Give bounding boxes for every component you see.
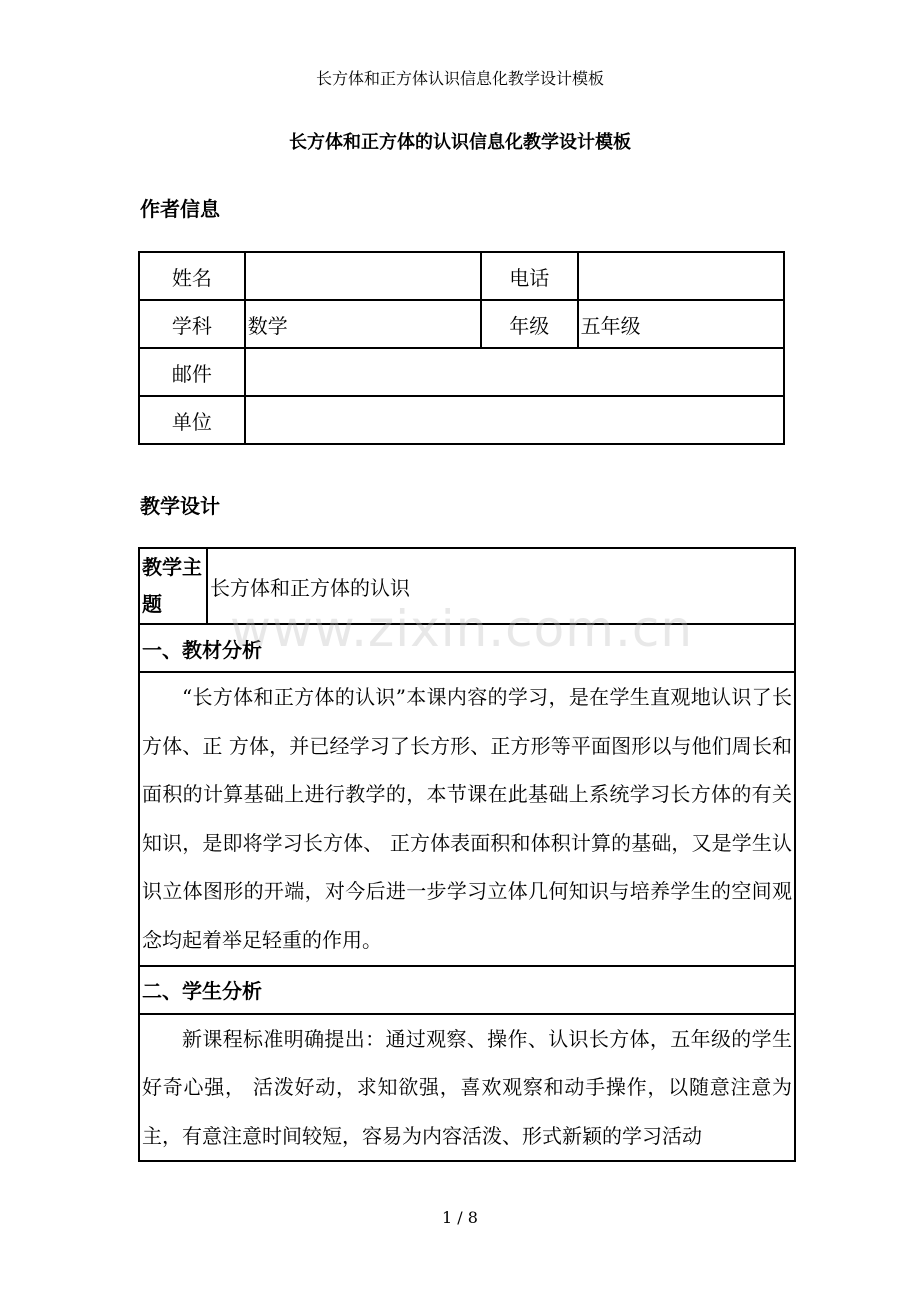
page-number: 1 / 8 (442, 1208, 478, 1227)
name-label: 姓名 (139, 252, 245, 300)
textbook-analysis-heading: 一、教材分析 (139, 624, 795, 672)
table-row (139, 348, 784, 396)
table-row (139, 396, 784, 444)
table-row (139, 300, 784, 348)
grade-label: 年级 (481, 300, 578, 348)
student-analysis-heading: 二、学生分析 (139, 966, 795, 1014)
table-row (139, 252, 784, 300)
design-section-heading: 教学设计 (140, 494, 220, 518)
email-value (245, 348, 784, 396)
table-row (139, 672, 795, 966)
topic-value: 长方体和正方体的认识 (207, 548, 795, 624)
running-header: 长方体和正方体认识信息化教学设计模板 (315, 69, 604, 88)
phone-label: 电话 (481, 252, 578, 300)
table-row (139, 548, 795, 624)
document-title: 长方体和正方体的认识信息化教学设计模板 (289, 132, 631, 153)
watermark: www.zixin.com.cn (230, 600, 694, 658)
teaching-design-table (138, 547, 796, 1162)
unit-label: 单位 (139, 396, 245, 444)
textbook-analysis-body: “长方体和正方体的认识”本课内容的学习，是在学生直观地认识了长方体、正 方体，并已经学习了长方形、正方形等平面图形以与他们周长和面积的计算基础上进行教学的，本节课在此基础上系统学习长方体的有关知识，是即将学习长方体、 正方体表面积和体积计算的基础，又是学生认识立体图形的开端，对今后进一步学习立体几何知识与培养学生的空间观念均起着举足轻重的作用。 (139, 672, 795, 966)
student-analysis-body: 新课程标准明确提出：通过观察、操作、认识长方体，五年级的学生好奇心强， 活泼好动，求知欲强，喜欢观察和动手操作，以随意注意为主，有意注意时间较短，容易为内容活泼、形式新颖的学习活动 (139, 1014, 795, 1162)
table-row (139, 624, 795, 672)
name-value (245, 252, 481, 300)
subject-value: 数学 (245, 300, 481, 348)
author-section-heading: 作者信息 (140, 197, 220, 221)
phone-value (578, 252, 784, 300)
author-info-table (138, 251, 785, 445)
unit-value (245, 396, 784, 444)
table-row (139, 966, 795, 1014)
grade-value: 五年级 (578, 300, 784, 348)
topic-label: 教学主题 (139, 548, 207, 624)
email-label: 邮件 (139, 348, 245, 396)
subject-label: 学科 (139, 300, 245, 348)
table-row (139, 1014, 795, 1162)
